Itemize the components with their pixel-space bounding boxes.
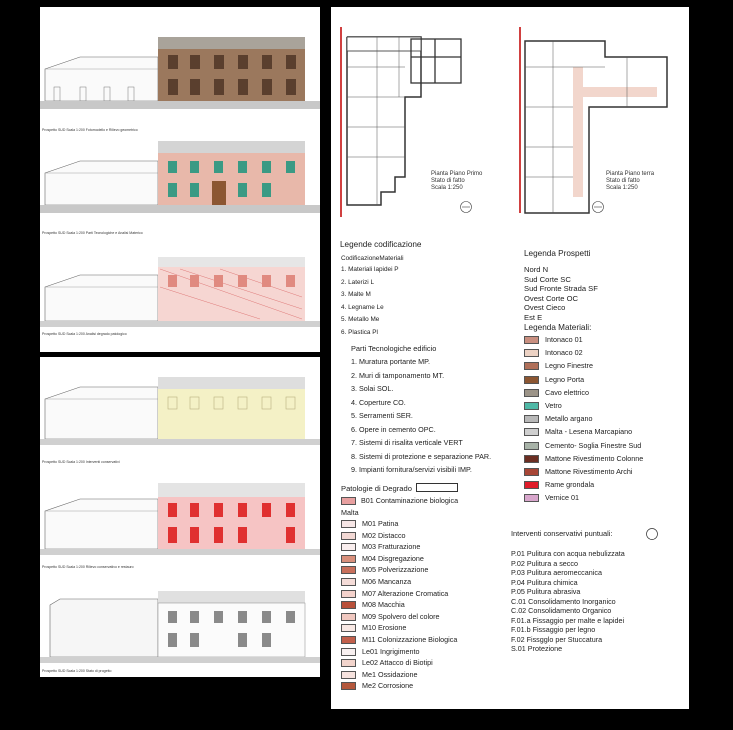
list-item: 1. Materiali lapidei P — [341, 266, 399, 273]
legend-label: Intonaco 02 — [545, 348, 583, 358]
legend-swatch — [341, 682, 356, 690]
legend-swatch — [524, 455, 539, 463]
legend-swatch — [341, 555, 356, 563]
legend-label: Mattone Rivestimento Colonne — [545, 453, 644, 463]
list-item: Ovest Corte OC — [524, 293, 579, 303]
north-arrow-icon — [459, 200, 473, 214]
list-item: 3. Malte M — [341, 291, 371, 298]
legend-label: Le02 Attacco di Biotipi — [362, 658, 433, 668]
caption: Prospetto SUD Scala 1:200 Rilievo conservativo e restauro — [42, 565, 134, 569]
legend-swatch — [524, 389, 539, 397]
elevation-photo-drawing — [40, 7, 320, 125]
legend-swatch — [524, 442, 539, 450]
elevation-photo — [40, 7, 320, 132]
list-item: F.01.b Fissaggio per legno — [511, 625, 596, 634]
list-item: P.05 Pulitura abrasiva — [511, 587, 581, 596]
list-item: P.03 Pulitura aeromeccanica — [511, 568, 602, 577]
legend-label: M09 Spolvero del colore — [362, 611, 440, 621]
elevation-interventi-drawing — [40, 357, 320, 467]
legend-label: Vernice 01 — [545, 493, 579, 503]
caption: Prospetto SUD Scala 1:200 Fotomodello e Rilievo geometrico — [42, 128, 138, 132]
legend-label: Intonaco 01 — [545, 335, 583, 344]
legend-swatch — [524, 376, 539, 384]
legend-label: Me1 Ossidazione — [362, 669, 418, 679]
elevation-progetto-drawing — [40, 577, 320, 677]
legend-swatch — [524, 428, 539, 436]
list-item: Ovest Cieco — [524, 303, 566, 312]
legend-label: M06 Mancanza — [362, 577, 412, 586]
caption: Prospetto SUD Scala 1:200 Analisi degrado patologico — [42, 332, 127, 336]
list-item: 4. Coperture CO. — [351, 397, 406, 407]
legend-label: Malta - Lesena Marcapiano — [545, 427, 633, 437]
caption: Prospetto SUD Scala 1:200 Stato di progetto — [42, 669, 112, 673]
legend-swatch — [341, 601, 356, 609]
legend-swatch — [341, 520, 356, 528]
degradation-title: Patologie di Degrado — [341, 484, 412, 493]
legend-label: Cemento- Soglia Finestre Sud — [545, 440, 642, 450]
list-item: F.02 Fissgglo per Stuccatura — [511, 634, 603, 644]
legend-swatch — [341, 543, 356, 551]
list-item: 5. Serramenti SER. — [351, 411, 413, 420]
plan-ground-floor-label: Pianta Piano terra Stato di fatto Scala 1:250 — [606, 171, 655, 191]
legend-swatch — [341, 590, 356, 598]
caption: Prospetto SUD Scala 1:200 Interventi conservativi — [42, 460, 120, 464]
legend-swatch — [524, 402, 539, 410]
degradation-bio-label: B01 Contaminazione biologica — [361, 496, 459, 505]
legend-label: M03 Fratturazione — [362, 542, 421, 552]
legend-label: Rame grondala — [545, 480, 595, 490]
caption: Prospetto SUD Scala 1:200 Parti Tecnologiche e Analisi Materico — [42, 231, 143, 235]
legend-codification-subtitle: CodificazioneMateriali — [341, 255, 404, 262]
list-item: 2. Laterizi L — [341, 278, 375, 286]
elevation-tech-drawing — [40, 133, 320, 243]
list-item: P.04 Pulitura chimica — [511, 577, 578, 587]
legend-swatch — [341, 624, 356, 632]
legend-swatch — [524, 415, 539, 423]
list-item: Sud Fronte Strada SF — [524, 284, 598, 293]
legend-swatch — [524, 336, 539, 344]
legend-label: Legno Finestre — [545, 361, 593, 371]
legend-label: Le01 Ingrigimento — [362, 646, 420, 656]
legend-label: M11 Colonizzazione Biologica — [362, 635, 458, 644]
elevation-rilievo-drawing — [40, 469, 320, 575]
materials-legend-title: Legenda Materiali: — [524, 323, 592, 332]
elevations-panel-top — [40, 7, 320, 352]
list-item: C.02 Consolidamento Organico — [511, 606, 612, 615]
legend-swatch — [341, 671, 356, 679]
legend-label: M08 Macchia — [362, 600, 405, 610]
legend-swatch — [341, 578, 356, 586]
elevation-interventi — [40, 357, 320, 467]
legend-swatch — [341, 613, 356, 621]
list-item: Nord N — [524, 265, 549, 274]
legend-label: Me2 Corrosione — [362, 681, 414, 691]
list-item: Sud Corte SC — [524, 274, 571, 284]
elevation-degrado — [40, 247, 320, 352]
legend-swatch — [524, 349, 539, 357]
list-item: 6. Plastica Pl — [341, 328, 378, 336]
intervention-marker-icon — [645, 527, 659, 541]
legend-label: Cavo elettrico — [545, 387, 589, 397]
list-item: P.01 Pulitura con acqua nebulizzata — [511, 549, 625, 558]
elevation-rilievo — [40, 469, 320, 575]
plan-first-floor-right — [409, 37, 467, 97]
legend-swatch — [524, 468, 539, 476]
legend-swatch — [341, 648, 356, 656]
legend-label: M05 Polverizzazione — [362, 565, 429, 575]
legend-label: M07 Alterazione Cromatica — [362, 588, 449, 598]
legend-swatch — [524, 362, 539, 370]
legend-label: Metallo argano — [545, 414, 593, 424]
legend-swatch — [341, 566, 356, 574]
elevation-degrado-drawing — [40, 247, 320, 352]
legend-elevations-title: Legenda Prospetti — [524, 249, 591, 258]
legend-label: Legno Porta — [545, 374, 585, 384]
legend-panel — [331, 7, 689, 709]
list-item: 9. Impianti fornitura/servizi visibili IMP. — [351, 465, 472, 474]
legend-label: M10 Erosione — [362, 623, 407, 633]
list-item: 4. Legname Le — [341, 303, 384, 311]
legend-label: M01 Patina — [362, 519, 399, 528]
legend-label: M04 Disgregazione — [362, 553, 424, 563]
list-item: S.01 Protezione — [511, 644, 563, 653]
legend-swatch — [341, 636, 356, 644]
degradation-malta-label: Malta — [341, 508, 359, 517]
list-item: C.01 Consolidamento Inorganico — [511, 596, 616, 606]
legend-swatch — [524, 494, 539, 502]
interventions-title: Interventi conservativi puntuali: — [511, 529, 613, 538]
legend-swatch — [341, 659, 356, 667]
degradation-box — [416, 483, 458, 492]
north-arrow-icon — [591, 200, 605, 214]
list-item: Est E — [524, 312, 543, 322]
legend-swatch — [341, 497, 356, 505]
elevation-progetto — [40, 577, 320, 677]
list-item: 7. Sistemi di risalita verticale VERT — [351, 438, 463, 447]
legend-label: M02 Distacco — [362, 530, 406, 540]
legend-codification-title: Legende codificazione — [340, 240, 422, 249]
elevations-panel-bottom — [40, 357, 320, 677]
list-item: F.01.a Fissaggio per malte e lapidei — [511, 615, 625, 625]
legend-label: Vetro — [545, 401, 562, 410]
list-item: 8. Sistemi di protezione e separazione PAR. — [351, 451, 492, 461]
legend-swatch — [341, 532, 356, 540]
plan-first-floor-label: Pianta Piano Primo Stato di fatto Scala 1:250 — [431, 171, 483, 191]
list-item: 6. Opere in cemento OPC. — [351, 424, 436, 434]
list-item: 3. Solai SOL. — [351, 384, 394, 393]
elevation-tech — [40, 133, 320, 243]
list-item: 2. Muri di tamponamento MT. — [351, 370, 445, 380]
list-item: P.02 Pulitura a secco — [511, 558, 578, 568]
legend-label: Mattone Rivestimento Archi — [545, 467, 633, 476]
legend-swatch — [524, 481, 539, 489]
tech-parts-title: Parti Tecnologiche edificio — [351, 344, 437, 353]
list-item: 1. Muratura portante MP. — [351, 357, 430, 366]
list-item: 5. Metallo Me — [341, 316, 380, 323]
